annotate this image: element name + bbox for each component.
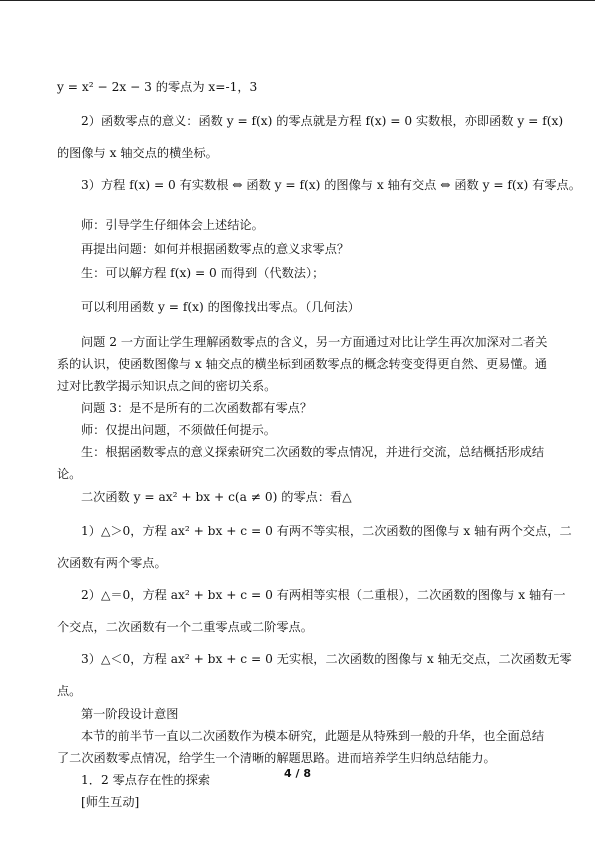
text-line-9: 问题 2 一方面让学生理解函数零点的含义，另一方面通过对比让学生再次加深对二者关 bbox=[81, 335, 548, 349]
text-line-21: 3）△＜0，方程 ax² + bx + c = 0 无实根，二次函数的图像与 x 轴无交点，二次函数无零 bbox=[81, 652, 572, 666]
text-line-13: 师：仅提出问题，不须做任何提示。 bbox=[81, 423, 276, 437]
text-line-25: 了二次函数零点情况，给学生一个清晰的解题思路。进而培养学生归纳总结能力。 bbox=[57, 751, 496, 765]
text-line-23: 第一阶段设计意图 bbox=[81, 707, 179, 721]
text-line-24: 本节的前半节一直以二次函数作为模本研究，此题是从特殊到一般的升华，也全面总结 bbox=[81, 729, 545, 743]
text-line-17: 1）△＞0，方程 ax² + bx + c = 0 有两不等实根，二次函数的图像与 x 轴有两个交点，二 bbox=[81, 524, 572, 538]
text-line-4: 3）方程 f(x) = 0 有实数根 ⇔ 函数 y = f(x) 的图像与 x 轴有交点 ⇔ 函数 y = f(x) 有零点。 bbox=[81, 178, 581, 192]
text-line-11: 过对比教学揭示知识点之间的密切关系。 bbox=[57, 379, 277, 393]
text-line-8: 可以利用函数 y = f(x) 的图像找出零点。（几何法） bbox=[81, 300, 360, 314]
page-number: 4 / 8 bbox=[284, 767, 311, 780]
text-line-27: [师生互动] bbox=[81, 795, 140, 809]
text-line-5: 师：引导学生仔细体会上述结论。 bbox=[81, 218, 264, 232]
text-line-14: 生：根据函数零点的意义探索研究二次函数的零点情况，并进行交流，总结概括形成结 bbox=[81, 445, 545, 459]
text-line-18: 次函数有两个零点。 bbox=[57, 556, 167, 570]
text-line-19: 2）△＝0，方程 ax² + bx + c = 0 有两相等实根（二重根），二次函数的图像与 x 轴有一 bbox=[81, 588, 566, 602]
text-line-10: 系的认识，使函数图像与 x 轴交点的横坐标到函数零点的概念转变变得更自然、更易懂。通 bbox=[57, 357, 547, 371]
text-line-16: 二次函数 y = ax² + bx + c(a ≠ 0) 的零点：看△ bbox=[81, 490, 352, 504]
text-line-26: 1．2 零点存在性的探索 bbox=[81, 773, 211, 787]
text-line-3: 的图像与 x 轴交点的横坐标。 bbox=[57, 146, 218, 160]
text-line-2: 2）函数零点的意义：函数 y = f(x) 的零点就是方程 f(x) = 0 实数根，亦即函数 y = f(x) bbox=[81, 114, 564, 128]
text-line-15: 论。 bbox=[57, 467, 82, 481]
text-line-1: y = x² − 2x − 3 的零点为 x=-1，3 bbox=[57, 80, 258, 94]
text-line-22: 点。 bbox=[57, 684, 82, 698]
page-top-rule bbox=[0, 0, 595, 1]
text-line-12: 问题 3：是不是所有的二次函数都有零点？ bbox=[81, 401, 313, 415]
text-line-7: 生：可以解方程 f(x) = 0 而得到（代数法）； bbox=[81, 266, 325, 280]
text-line-20: 个交点，二次函数有一个二重零点或二阶零点。 bbox=[57, 620, 313, 634]
text-line-6: 再提出问题：如何并根据函数零点的意义求零点？ bbox=[81, 242, 350, 256]
